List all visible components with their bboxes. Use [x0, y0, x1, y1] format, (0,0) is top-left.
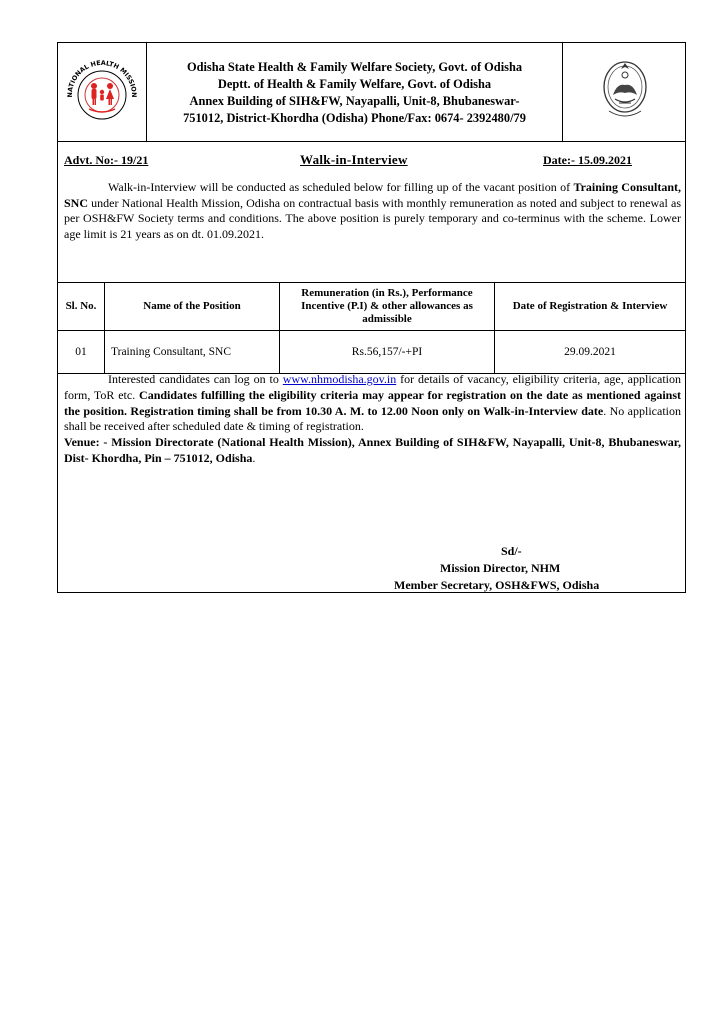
header-line-3: Annex Building of SIH&FW, Nayapalli, Unit-8, Bhubaneswar-: [189, 94, 520, 108]
advert-info-row: [58, 153, 685, 169]
details-text-3: . No application shall be received after scheduled date & timing of registration.: [64, 403, 681, 434]
header-line-4: 751012, District-Khordha (Odisha) Phone/Fax: 0674- 2392480/79: [183, 111, 526, 125]
advert-title: Walk-in-Interview: [300, 152, 408, 167]
table-header-row: [58, 283, 686, 331]
odisha-emblem-icon: [601, 55, 649, 125]
header-line-1: Odisha State Health & Family Welfare Society, Govt. of Odisha: [186, 60, 523, 74]
header-position-name: Name of the Position: [105, 283, 280, 331]
left-logo-cell: [58, 43, 147, 141]
header-sl-no: Sl. No.: [58, 283, 105, 331]
venue-paragraph: [64, 435, 681, 467]
details-eligibility-text: Candidates fulfilling the eligibility criteria may appear for registration on the date as mentioned against the position. Registration timing shall be from 10.30 A. M. to 12.00 Noon only on Walk-in-Interview date: [64, 387, 682, 418]
signature-block: [388, 543, 683, 594]
signature-sd: Sd/-: [501, 544, 522, 558]
letterhead: [58, 43, 685, 142]
details-text-1: Interested candidates can log on to: [108, 372, 283, 386]
details-paragraph: [64, 372, 681, 435]
cell-sl-no: 01: [58, 331, 105, 374]
details-section: [64, 372, 681, 467]
table-row: [58, 331, 686, 374]
position-table: [57, 282, 686, 374]
header-remuneration: Remuneration (in Rs.), Performance Incentive (P.I) & other allowances as admissible: [280, 283, 495, 331]
notice-frame: [57, 42, 686, 593]
cell-remuneration: Rs.56,157/-+PI: [280, 331, 495, 374]
venue-text: Venue: - Mission Directorate (National Health Mission), Annex Building of SIH&FW, Nayapalli, Unit-8, Bhubaneswar, Dist- Khordha, Pin – 751012, Odisha: [64, 435, 681, 465]
intro-text-2: under National Health Mission, Odisha on contractual basis with monthly remuneration as noted and subject to renewal as per OSH&FW Society terms and conditions. The above position is purely temporary and co-terminus with the scheme. Lower age limit is 21 years as on dt. 01.09.2021.: [64, 195, 681, 241]
cell-position-name: Training Consultant, SNC: [105, 331, 280, 374]
svg-text:NATIONAL HEALTH MISSION: NATIONAL HEALTH MISSION: [65, 58, 139, 98]
details-text-2: for details of vacancy, eligibility criteria, age, application form, ToR etc.: [64, 372, 681, 402]
signature-line-2: Member Secretary, OSH&FWS, Odisha: [394, 578, 600, 592]
right-logo-cell: [562, 43, 686, 141]
header-date: Date of Registration & Interview: [495, 283, 686, 331]
venue-end: .: [252, 450, 256, 465]
organization-address: [147, 59, 562, 127]
header-line-2: Deptt. of Health & Family Welfare, Govt. of Odisha: [217, 77, 492, 91]
intro-paragraph: [64, 180, 681, 242]
advert-date: Date:- 15.09.2021: [543, 153, 632, 167]
signature-line-1: Mission Director, NHM: [440, 561, 561, 575]
nhm-logo-icon: [62, 53, 142, 133]
intro-text-1: Walk-in-Interview will be conducted as scheduled below for filling up of the vacant position of: [108, 180, 574, 194]
website-link[interactable]: www.nhmodisha.gov.in: [282, 372, 397, 386]
advert-number: Advt. No:- 19/21: [64, 153, 149, 167]
intro-position-name: Training Consultant, SNC: [64, 180, 681, 210]
cell-date: 29.09.2021: [495, 331, 686, 374]
